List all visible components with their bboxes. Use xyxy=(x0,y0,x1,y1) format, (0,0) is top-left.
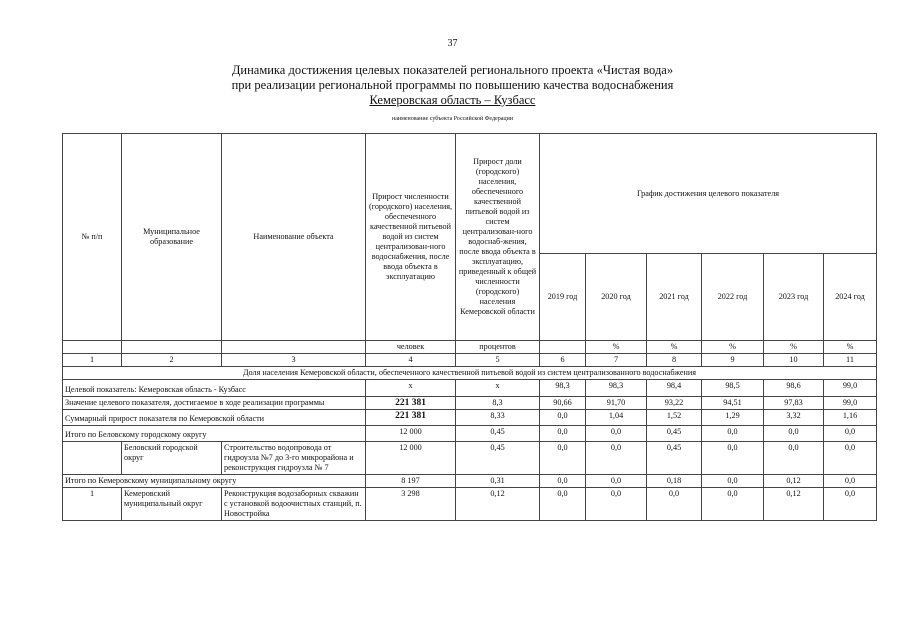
cell-year-value: 0,0 xyxy=(824,442,877,475)
unit-year xyxy=(540,341,586,354)
col-number: 6 xyxy=(540,354,586,367)
header-row-1 xyxy=(63,134,877,254)
header-year: 2020 год xyxy=(586,254,647,341)
cell-year-value: 0,0 xyxy=(540,410,586,426)
region-name: Кемеровская область – Кузбасс xyxy=(369,93,536,107)
header-year: 2023 год xyxy=(764,254,824,341)
table-row xyxy=(63,410,877,426)
cell-share: 0,45 xyxy=(456,442,540,475)
cell-year-value: 0,0 xyxy=(540,442,586,475)
cell-share: 0,45 xyxy=(456,426,540,442)
cell-num: 1 xyxy=(63,488,122,521)
header-municipality: Муниципальное образование xyxy=(122,134,222,341)
unit-year: % xyxy=(764,341,824,354)
cell-year-value: 93,22 xyxy=(647,397,702,410)
col-number: 11 xyxy=(824,354,877,367)
cell-year-value: 0,0 xyxy=(540,488,586,521)
cell-population: 12 000 xyxy=(366,426,456,442)
col-number: 7 xyxy=(586,354,647,367)
cell-year-value: 90,66 xyxy=(540,397,586,410)
cell-year-value: 99,0 xyxy=(824,397,877,410)
cell-year-value: 0,0 xyxy=(540,475,586,488)
cell-num xyxy=(63,442,122,475)
cell-share: 8,33 xyxy=(456,410,540,426)
cell-year-value: 98,5 xyxy=(702,380,764,397)
table-row xyxy=(63,380,877,397)
cell-year-value: 0,0 xyxy=(540,426,586,442)
column-number-row xyxy=(63,354,877,367)
cell-year-value: 1,16 xyxy=(824,410,877,426)
table-row xyxy=(63,488,877,521)
col-number: 2 xyxy=(122,354,222,367)
table-row xyxy=(63,475,877,488)
cell-year-value: 98,3 xyxy=(586,380,647,397)
cell-year-value: 99,0 xyxy=(824,380,877,397)
row-label: Суммарный прирост показателя по Кемеровской области xyxy=(63,410,366,426)
cell-year-value: 0,0 xyxy=(702,426,764,442)
cell-population: 8 197 xyxy=(366,475,456,488)
row-label: Значение целевого показателя, достигаемое в ходе реализации программы xyxy=(63,397,366,410)
title-line-1: Динамика достижения целевых показателей регионального проекта «Чистая вода» xyxy=(231,63,674,77)
region-caption: наименование субъекта Российской Федерации xyxy=(391,116,514,122)
cell-year-value: 0,0 xyxy=(764,442,824,475)
row-label: Целевой показатель: Кемеровская область - Кузбасс xyxy=(63,380,366,397)
header-year: 2024 год xyxy=(824,254,877,341)
row-label: Итого по Кемеровскому муниципальному округу xyxy=(63,475,366,488)
header-year: 2021 год xyxy=(647,254,702,341)
unit-people: человек xyxy=(366,341,456,354)
cell-year-value: 0,12 xyxy=(764,488,824,521)
cell-year-value: 1,04 xyxy=(586,410,647,426)
cell-share: 0,31 xyxy=(456,475,540,488)
col-number: 5 xyxy=(456,354,540,367)
cell-year-value: 0,0 xyxy=(586,442,647,475)
header-share-growth: Прирост доли (городского) населения, обеспеченного качественной питьевой водой из систем централизован-ного водоснаб-жения, после ввода объекта в эксплуатацию, приведенный к общей численности (городского) населения Кемеровской области xyxy=(456,134,540,341)
cell-population: 221 381 xyxy=(366,410,456,426)
unit-year: % xyxy=(824,341,877,354)
cell-share: 8,3 xyxy=(456,397,540,410)
header-num: № п/п xyxy=(63,134,122,341)
cell-year-value: 0,45 xyxy=(647,426,702,442)
col-number: 9 xyxy=(702,354,764,367)
cell-population: x xyxy=(366,380,456,397)
cell-year-value: 3,32 xyxy=(764,410,824,426)
cell-share: x xyxy=(456,380,540,397)
cell-year-value: 0,0 xyxy=(824,426,877,442)
cell-year-value: 98,6 xyxy=(764,380,824,397)
cell-year-value: 91,70 xyxy=(586,397,647,410)
unit-percent: процентов xyxy=(456,341,540,354)
indicator-table xyxy=(62,133,877,521)
cell-year-value: 0,0 xyxy=(702,475,764,488)
cell-year-value: 0,0 xyxy=(764,426,824,442)
cell-year-value: 0,12 xyxy=(764,475,824,488)
table-row xyxy=(63,426,877,442)
col-number: 10 xyxy=(764,354,824,367)
col-number: 3 xyxy=(222,354,366,367)
cell-year-value: 98,3 xyxy=(540,380,586,397)
cell-year-value: 0,0 xyxy=(647,488,702,521)
cell-municipality: Кемеровский муниципальный округ xyxy=(122,488,222,521)
row-label: Итого по Беловскому городскому округу xyxy=(63,426,366,442)
section-title: Доля населения Кемеровской области, обеспеченного качественной питьевой водой из систем централизованного водоснабжения xyxy=(63,367,877,380)
cell-year-value: 0,0 xyxy=(824,488,877,521)
col-number: 8 xyxy=(647,354,702,367)
document-title xyxy=(0,63,905,108)
header-year: 2019 год xyxy=(540,254,586,341)
cell-population: 221 381 xyxy=(366,397,456,410)
col-number: 1 xyxy=(63,354,122,367)
table-row xyxy=(63,397,877,410)
unit-year: % xyxy=(647,341,702,354)
cell-share: 0,12 xyxy=(456,488,540,521)
cell-year-value: 0,45 xyxy=(647,442,702,475)
cell-population: 3 298 xyxy=(366,488,456,521)
cell-year-value: 1,52 xyxy=(647,410,702,426)
section-title-row xyxy=(63,367,877,380)
header-object: Наименование объекта xyxy=(222,134,366,341)
cell-year-value: 98,4 xyxy=(647,380,702,397)
cell-municipality: Беловский городской округ xyxy=(122,442,222,475)
page-number: 37 xyxy=(447,38,458,49)
title-line-2: при реализации региональной программы по повышению качества водоснабжения xyxy=(231,78,674,92)
cell-year-value: 0,0 xyxy=(586,475,647,488)
cell-year-value: 0,0 xyxy=(586,426,647,442)
cell-object: Строительство водопровода от гидроузла №7 до 3-го микрорайона и реконструкция гидроузла № 7 xyxy=(222,442,366,475)
cell-year-value: 0,0 xyxy=(824,475,877,488)
header-population-growth: Прирост численности (городского) населения, обеспеченного качественной питьевой водой из систем централизован-ного водоснабжения, после ввода объекта в эксплуатацию xyxy=(366,134,456,341)
table-row xyxy=(63,442,877,475)
cell-year-value: 0,18 xyxy=(647,475,702,488)
units-row xyxy=(63,341,877,354)
cell-object: Реконструкция водозаборных скважин с установкой водоочистных станций, п. Новостройка xyxy=(222,488,366,521)
cell-year-value: 0,0 xyxy=(702,442,764,475)
cell-year-value: 94,51 xyxy=(702,397,764,410)
cell-year-value: 1,29 xyxy=(702,410,764,426)
cell-year-value: 0,0 xyxy=(586,488,647,521)
header-year: 2022 год xyxy=(702,254,764,341)
cell-year-value: 97,83 xyxy=(764,397,824,410)
cell-year-value: 0,0 xyxy=(702,488,764,521)
header-schedule: График достижения целевого показателя xyxy=(540,134,877,254)
unit-year: % xyxy=(702,341,764,354)
col-number: 4 xyxy=(366,354,456,367)
unit-year: % xyxy=(586,341,647,354)
cell-population: 12 000 xyxy=(366,442,456,475)
